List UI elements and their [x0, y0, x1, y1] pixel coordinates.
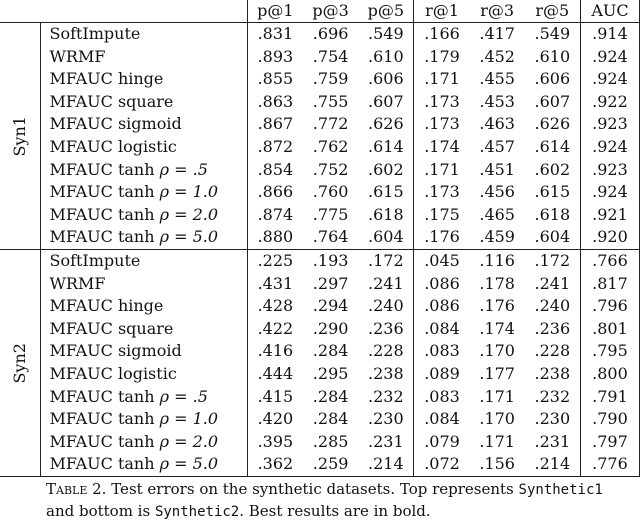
value-cell-p1: .867 — [257, 114, 294, 134]
value-cell-r1: .086 — [424, 273, 460, 293]
value-cell-p1: .831 — [247, 23, 303, 46]
table-row — [0, 46, 640, 69]
value-cell-r1: .086 — [424, 296, 460, 316]
value-cell-p5: .618 — [358, 204, 414, 227]
value-cell-r1: .173 — [424, 114, 460, 134]
value-cell-auc: .923 — [580, 113, 639, 136]
rho-param: ρ = 5.0 — [159, 454, 219, 474]
group-label-cell — [0, 23, 41, 250]
table-row — [0, 204, 640, 227]
value-cell-auc: .924 — [580, 46, 639, 69]
value-cell-r1: .179 — [424, 46, 460, 66]
method-name: MFAUC tanh — [49, 431, 155, 451]
method-cell — [41, 23, 247, 46]
value-cell-p5: .228 — [358, 340, 414, 363]
value-cell-auc: .796 — [580, 295, 639, 318]
table-row — [0, 159, 640, 182]
value-cell-p3: .284 — [312, 386, 349, 406]
value-cell-p1: .866 — [257, 182, 294, 202]
value-cell-p5: .549 — [358, 23, 414, 46]
value-cell-r1: .045 — [414, 249, 470, 272]
value-cell-p1: .854 — [257, 159, 294, 179]
value-cell-p5: .626 — [358, 113, 414, 136]
value-cell-auc: .817 — [580, 273, 639, 296]
value-cell-r3: .156 — [470, 453, 525, 476]
method-name: MFAUC tanh — [49, 454, 155, 474]
value-cell-p3: .764 — [303, 226, 358, 249]
value-cell-p5: .604 — [358, 226, 414, 249]
table-row — [0, 136, 640, 159]
header-corner-group — [0, 0, 41, 23]
method-name: MFAUC square — [49, 318, 174, 338]
value-cell-p3: .284 — [312, 341, 349, 361]
caption-code-synthetic1: Synthetic1 — [518, 482, 603, 498]
value-cell-p1: .880 — [247, 226, 303, 249]
value-cell-r3: .171 — [479, 386, 515, 406]
value-cell-r3: .177 — [479, 363, 515, 383]
results-body — [0, 23, 640, 477]
value-cell-r1: .166 — [414, 23, 470, 46]
value-cell-p5: .231 — [358, 431, 414, 454]
method-name: MFAUC square — [49, 91, 174, 111]
value-cell-r5: .241 — [525, 273, 581, 296]
value-cell-auc: .801 — [580, 318, 639, 341]
value-cell-r3: .417 — [470, 23, 525, 46]
rho-param: ρ = 5.0 — [159, 227, 219, 247]
caption-code-synthetic2: Synthetic2 — [154, 504, 240, 520]
value-cell-p1: .893 — [257, 46, 294, 66]
method-cell — [41, 181, 247, 204]
value-cell-p1: .225 — [247, 249, 303, 272]
value-cell-p5: .606 — [358, 68, 414, 91]
value-cell-p1: .416 — [257, 341, 294, 361]
header-row — [0, 0, 640, 23]
value-cell-auc: .766 — [580, 249, 639, 272]
value-cell-r3: .174 — [479, 318, 515, 338]
header-p3: p@3 — [303, 0, 358, 23]
rho-param: ρ = 2.0 — [159, 204, 219, 224]
value-cell-p1: .362 — [247, 453, 303, 476]
value-cell-auc: .914 — [580, 23, 639, 46]
header-r3: r@3 — [470, 0, 525, 23]
value-cell-p3: .294 — [312, 296, 349, 316]
method-name: SoftImpute — [49, 24, 141, 43]
value-cell-r5: .614 — [525, 136, 581, 159]
value-cell-p1: .874 — [257, 204, 294, 224]
value-cell-r1: .171 — [424, 69, 460, 89]
caption-text-1: Test errors on the synthetic datasets. Top represents — [106, 480, 519, 498]
method-name: MFAUC sigmoid — [49, 114, 182, 134]
header-auc: AUC — [580, 0, 639, 23]
value-cell-p3: .760 — [312, 182, 349, 202]
value-cell-p3: .696 — [303, 23, 358, 46]
value-cell-p3: .752 — [312, 159, 349, 179]
value-cell-p5: .615 — [358, 181, 414, 204]
value-cell-auc: .797 — [580, 431, 639, 454]
value-cell-r1: .171 — [424, 159, 460, 179]
value-cell-r3: .178 — [479, 273, 515, 293]
value-cell-r5: .606 — [525, 68, 581, 91]
value-cell-auc: .795 — [580, 340, 639, 363]
header-p1: p@1 — [247, 0, 303, 23]
header-p5: p@5 — [358, 0, 414, 23]
value-cell-r3: .176 — [479, 296, 515, 316]
value-cell-r1: .175 — [424, 204, 460, 224]
value-cell-r1: .174 — [424, 136, 460, 156]
value-cell-r5: .615 — [525, 181, 581, 204]
value-cell-r5: .230 — [525, 408, 581, 431]
method-name: MFAUC logistic — [49, 136, 177, 156]
value-cell-r3: .453 — [479, 91, 515, 111]
value-cell-r1: .173 — [424, 182, 460, 202]
value-cell-auc: .790 — [580, 408, 639, 431]
value-cell-r1: .083 — [424, 386, 460, 406]
method-name: MFAUC tanh — [49, 159, 155, 179]
header-corner-method — [41, 0, 247, 23]
value-cell-p1: .428 — [257, 296, 294, 316]
value-cell-r3: .452 — [479, 46, 515, 66]
value-cell-r5: .228 — [525, 340, 581, 363]
table-row — [0, 113, 640, 136]
table-row — [0, 249, 640, 272]
value-cell-p3: .755 — [312, 91, 349, 111]
table-row — [0, 226, 640, 249]
method-cell — [41, 204, 247, 227]
value-cell-r3: .116 — [470, 249, 525, 272]
value-cell-p5: .214 — [358, 453, 414, 476]
value-cell-p5: .610 — [358, 46, 414, 69]
value-cell-p1: .420 — [257, 409, 294, 429]
method-cell — [41, 159, 247, 182]
method-name: MFAUC hinge — [49, 69, 164, 89]
value-cell-auc: .920 — [580, 226, 639, 249]
method-name: MFAUC tanh — [49, 409, 155, 429]
method-name: MFAUC tanh — [49, 204, 155, 224]
value-cell-p5: .172 — [358, 249, 414, 272]
method-cell — [41, 295, 247, 318]
value-cell-p1: .431 — [257, 273, 294, 293]
value-cell-r3: .459 — [470, 226, 525, 249]
table-row — [0, 363, 640, 386]
value-cell-r5: .232 — [525, 386, 581, 409]
value-cell-p3: .772 — [312, 114, 349, 134]
value-cell-p3: .762 — [312, 136, 349, 156]
value-cell-r5: .618 — [525, 204, 581, 227]
table-row — [0, 273, 640, 296]
value-cell-r5: .549 — [525, 23, 581, 46]
table-row — [0, 68, 640, 91]
value-cell-auc: .922 — [580, 91, 639, 114]
value-cell-r1: .089 — [424, 363, 460, 383]
value-cell-p1: .422 — [257, 318, 294, 338]
value-cell-r1: .083 — [424, 341, 460, 361]
table-caption — [46, 479, 606, 523]
value-cell-r5: .607 — [525, 91, 581, 114]
caption-text-2: and bottom is — [46, 502, 155, 520]
value-cell-auc: .924 — [580, 136, 639, 159]
value-cell-r1: .084 — [424, 318, 460, 338]
value-cell-p5: .607 — [358, 91, 414, 114]
method-name: WRMF — [49, 46, 106, 66]
value-cell-r3: .457 — [479, 136, 515, 156]
method-cell — [41, 340, 247, 363]
header-r1: r@1 — [414, 0, 470, 23]
method-name: MFAUC logistic — [49, 363, 177, 383]
method-cell — [41, 363, 247, 386]
method-cell — [41, 226, 247, 249]
value-cell-p1: .855 — [257, 69, 294, 89]
group-label: Syn2 — [9, 342, 29, 384]
value-cell-r3: .463 — [479, 114, 515, 134]
value-cell-auc: .791 — [580, 386, 639, 409]
method-cell — [41, 68, 247, 91]
method-name: MFAUC tanh — [49, 182, 155, 202]
table-row — [0, 318, 640, 341]
table-row — [0, 91, 640, 114]
method-name: MFAUC hinge — [49, 296, 164, 316]
method-cell — [41, 249, 247, 272]
table-row — [0, 431, 640, 454]
method-name: SoftImpute — [49, 250, 141, 270]
value-cell-p5: .232 — [358, 386, 414, 409]
value-cell-r5: .172 — [525, 249, 581, 272]
value-cell-r1: .072 — [414, 453, 470, 476]
value-cell-p5: .240 — [358, 295, 414, 318]
value-cell-auc: .776 — [580, 453, 639, 476]
value-cell-p5: .602 — [358, 159, 414, 182]
value-cell-auc: .923 — [580, 159, 639, 182]
value-cell-p1: .395 — [257, 431, 294, 451]
table-row — [0, 23, 640, 46]
value-cell-r5: .240 — [525, 295, 581, 318]
rho-param: ρ = 1.0 — [159, 409, 219, 429]
value-cell-auc: .800 — [580, 363, 639, 386]
value-cell-p3: .193 — [303, 249, 358, 272]
value-cell-r5: .238 — [525, 363, 581, 386]
caption-label: Table 2. — [46, 480, 107, 498]
method-cell — [41, 386, 247, 409]
group-label: Syn1 — [9, 115, 29, 157]
value-cell-r1: .079 — [424, 431, 460, 451]
table-row — [0, 295, 640, 318]
value-cell-r1: .176 — [414, 226, 470, 249]
value-cell-r1: .084 — [424, 409, 460, 429]
value-cell-p3: .259 — [303, 453, 358, 476]
value-cell-r3: .451 — [479, 159, 515, 179]
table-row — [0, 181, 640, 204]
value-cell-r3: .171 — [479, 431, 515, 451]
value-cell-r5: .236 — [525, 318, 581, 341]
rho-param: ρ = 2.0 — [159, 431, 219, 451]
value-cell-p3: .297 — [312, 273, 349, 293]
value-cell-r3: .170 — [479, 341, 515, 361]
table-row — [0, 408, 640, 431]
value-cell-r5: .610 — [525, 46, 581, 69]
value-cell-r5: .602 — [525, 159, 581, 182]
group-label-cell — [0, 249, 41, 476]
value-cell-auc: .924 — [580, 68, 639, 91]
method-name: MFAUC sigmoid — [49, 341, 182, 361]
caption-text-3: . Best results are in bold. — [239, 502, 431, 520]
method-cell — [41, 408, 247, 431]
method-cell — [41, 318, 247, 341]
value-cell-p1: .863 — [257, 91, 294, 111]
value-cell-p5: .241 — [358, 273, 414, 296]
value-cell-r3: .465 — [479, 204, 515, 224]
value-cell-p3: .285 — [312, 431, 349, 451]
rho-param: ρ = 1.0 — [159, 182, 219, 202]
value-cell-r5: .604 — [525, 226, 581, 249]
method-cell — [41, 46, 247, 69]
value-cell-p5: .238 — [358, 363, 414, 386]
value-cell-p1: .415 — [257, 386, 294, 406]
table-row — [0, 340, 640, 363]
value-cell-p3: .759 — [312, 69, 349, 89]
value-cell-p5: .614 — [358, 136, 414, 159]
method-cell — [41, 273, 247, 296]
table-row — [0, 386, 640, 409]
method-name: MFAUC tanh — [49, 386, 155, 406]
value-cell-r3: .455 — [479, 69, 515, 89]
table-row — [0, 453, 640, 476]
value-cell-p3: .775 — [312, 204, 349, 224]
value-cell-r1: .173 — [424, 91, 460, 111]
value-cell-p3: .754 — [312, 46, 349, 66]
value-cell-p3: .295 — [312, 363, 349, 383]
header-r5: r@5 — [525, 0, 581, 23]
value-cell-p1: .444 — [257, 363, 294, 383]
value-cell-r3: .456 — [479, 182, 515, 202]
value-cell-r3: .170 — [479, 409, 515, 429]
value-cell-p5: .230 — [358, 408, 414, 431]
value-cell-p3: .284 — [312, 409, 349, 429]
value-cell-p1: .872 — [257, 136, 294, 156]
value-cell-p5: .236 — [358, 318, 414, 341]
method-name: WRMF — [49, 273, 106, 293]
rho-param: ρ = .5 — [159, 386, 208, 406]
method-name: MFAUC tanh — [49, 227, 155, 247]
value-cell-r5: .626 — [525, 113, 581, 136]
method-cell — [41, 431, 247, 454]
value-cell-r5: .231 — [525, 431, 581, 454]
value-cell-r5: .214 — [525, 453, 581, 476]
rho-param: ρ = .5 — [159, 159, 208, 179]
value-cell-auc: .924 — [580, 181, 639, 204]
method-cell — [41, 113, 247, 136]
value-cell-auc: .921 — [580, 204, 639, 227]
method-cell — [41, 136, 247, 159]
method-cell — [41, 91, 247, 114]
method-cell — [41, 453, 247, 476]
value-cell-p3: .290 — [312, 318, 349, 338]
